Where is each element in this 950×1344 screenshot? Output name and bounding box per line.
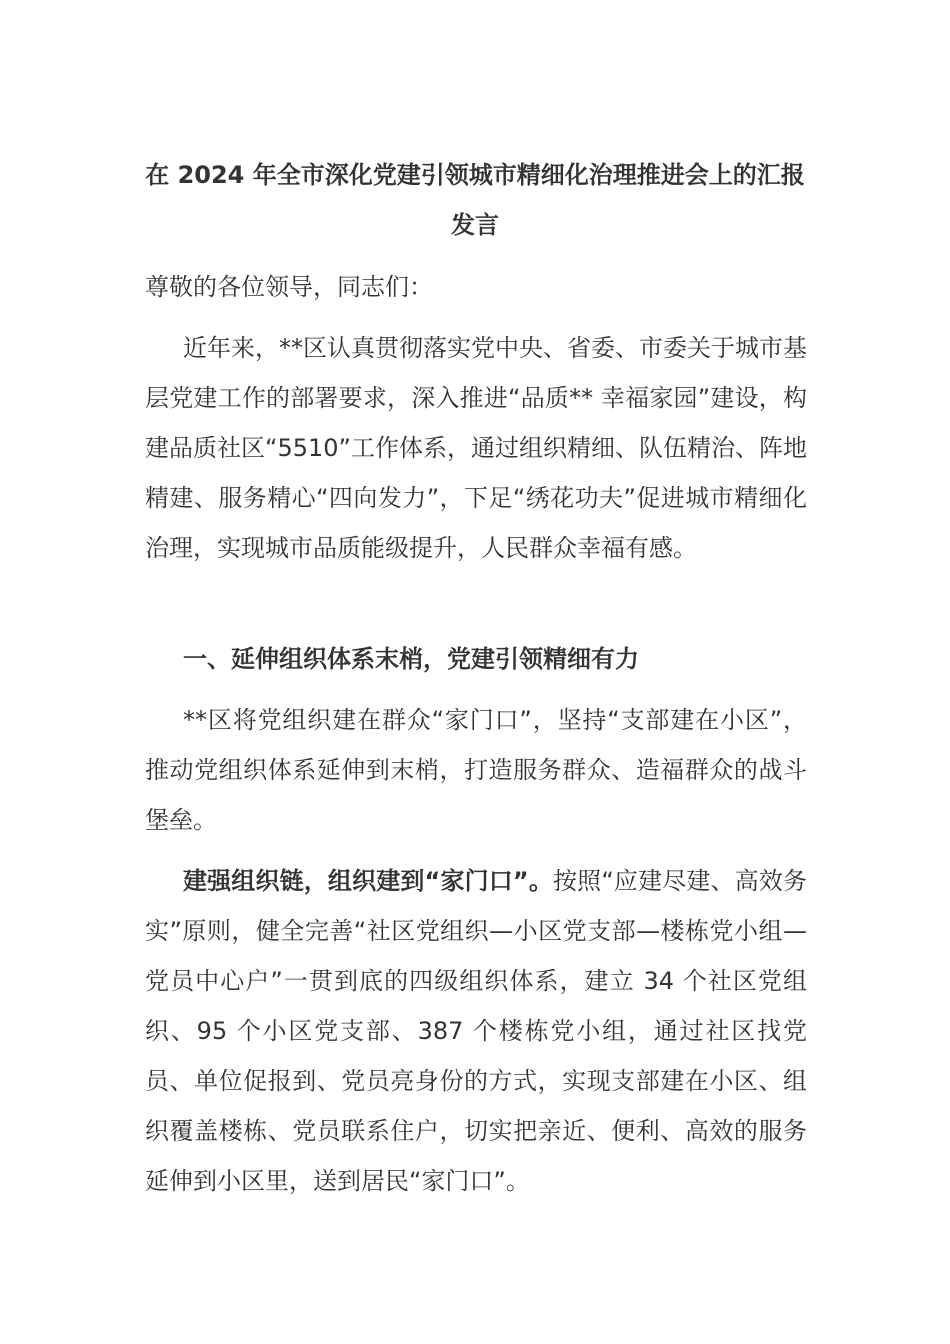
document-title: 在 2024 年全市深化党建引领城市精细化治理推进会上的汇报发言	[145, 161, 805, 239]
paragraph-body-text: 按照“应建尽建、高效务实”原则，健全完善“社区党组织—小区党支部—楼栋党小组—党员中心户”一贯到底的四级组织体系，建立 34 个社区党组织、95 个小区党支部、387 个楼栋党小组，通过社区找党员、单位促报到、党员亮身份的方式，实现支部建在小区、组织覆盖楼栋、党员联系住户，切实把亲近、便利、高效的服务延伸到小区里，送到居民“家门口”。	[145, 867, 808, 1195]
paragraph-lead-text: 建强组织链，组织建到“家门口”。	[183, 867, 554, 895]
greeting: 尊敬的各位领导，同志们：	[145, 273, 433, 301]
paragraph-section1-intro: **区将党组织建在群众“家门口”，坚持“支部建在小区”，推动党组织体系延伸到末梢，打造服务群众、造福群众的战斗堡垒。	[145, 706, 807, 834]
paragraph-intro: 近年来，**区认真贯彻落实党中央、省委、市委关于城市基层党建工作的部署要求，深入推进“品质** 幸福家园”建设，构建品质社区“5510”工作体系，通过组织精细、队伍精治、阵地精建、服务精心“四向发力”，下足“绣花功夫”促进城市精细化治理，实现城市品质能级提升，人民群众幸福有感。	[145, 334, 807, 562]
section-heading-1: 一、延伸组织体系末梢，党建引领精细有力	[183, 645, 639, 673]
paragraph-organization-chain	[145, 856, 807, 1206]
